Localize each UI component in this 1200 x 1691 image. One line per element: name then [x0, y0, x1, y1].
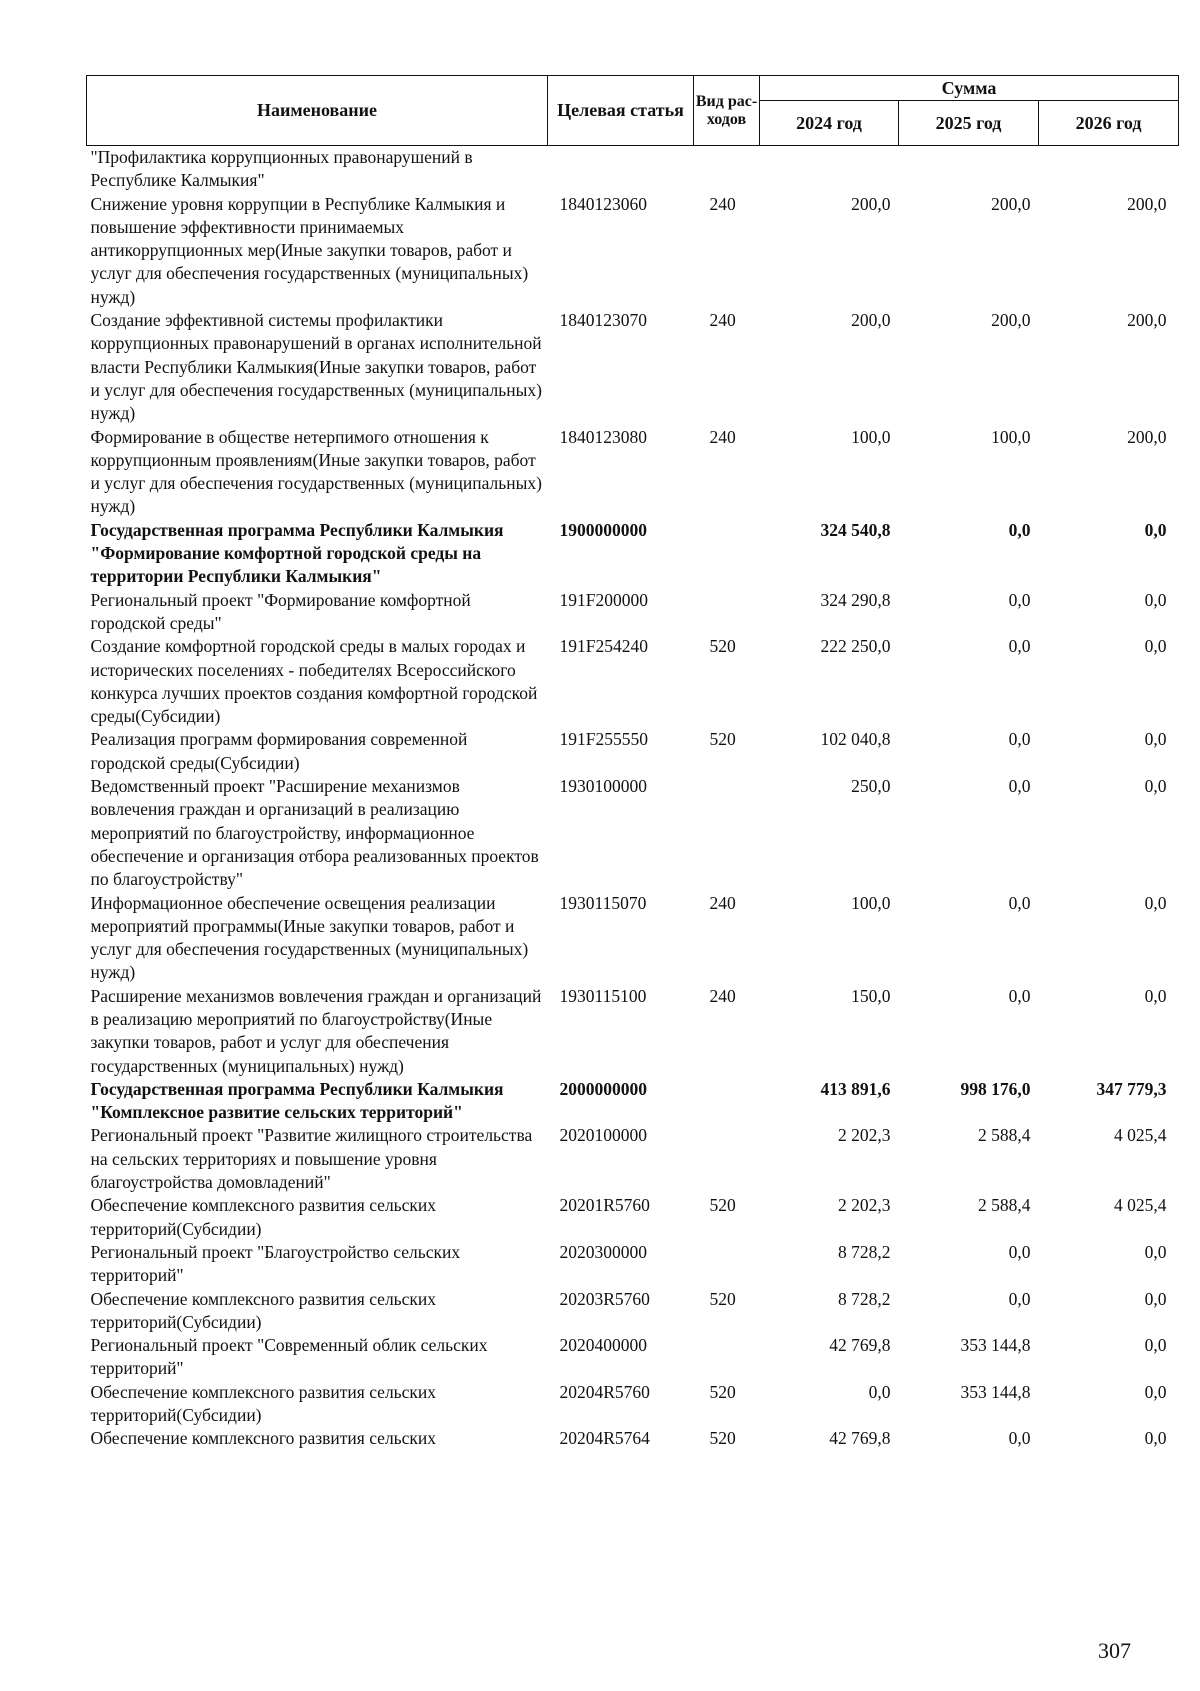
row-name: Региональный проект "Развитие жилищного строительства на сельских территориях и повышение уровня благоустройства домовладений"	[90, 1125, 533, 1193]
row-amount-2025: 2 588,4	[978, 1195, 1031, 1216]
row-target-code: 191F255550	[559, 729, 648, 750]
row-amount-2026: 0,0	[1144, 1381, 1167, 1402]
row-amount-2026	[1039, 146, 1179, 193]
row-expense-kind	[694, 146, 760, 193]
table-row	[87, 1078, 1179, 1125]
row-target-code: 191F200000	[559, 589, 648, 610]
row-name: Региональный проект "Формирование комфортной городской среды"	[90, 589, 471, 633]
row-amount-2024: 222 250,0	[820, 636, 891, 657]
row-expense-kind	[694, 519, 760, 589]
row-name: Расширение механизмов вовлечения граждан и организаций в реализацию мероприятий по благоустройству(Иные закупки товаров, работ и услуг для обеспечения государственных (муниципальных) нужд)	[90, 985, 542, 1076]
row-amount-2026: 0,0	[1144, 776, 1167, 797]
row-expense-kind	[694, 1124, 760, 1194]
row-amount-2026: 4 025,4	[1114, 1125, 1167, 1146]
table-row	[87, 1288, 1179, 1335]
row-name: "Профилактика коррупционных правонарушений в Республике Калмыкия"	[90, 147, 473, 191]
table-row	[87, 635, 1179, 728]
row-amount-2025: 0,0	[1008, 892, 1031, 913]
table-row	[87, 589, 1179, 636]
budget-table-page	[86, 75, 1178, 1451]
table-body	[87, 146, 1179, 1451]
row-amount-2024: 2 202,3	[838, 1125, 891, 1146]
row-amount-2024: 0,0	[868, 1381, 891, 1402]
row-amount-2026: 0,0	[1144, 589, 1167, 610]
row-target-code: 20204R5760	[559, 1381, 650, 1402]
table-row	[87, 146, 1179, 193]
table-row	[87, 1194, 1179, 1241]
row-amount-2026: 4 025,4	[1114, 1195, 1167, 1216]
row-name: Ведомственный проект "Расширение механизмов вовлечения граждан и организаций в реализацию мероприятий по благоустройству, информационное обеспечение и организация отбора реализованных проектов по благоустройству"	[90, 776, 539, 890]
row-amount-2026: 0,0	[1144, 1288, 1167, 1309]
column-header-sum: Сумма	[760, 76, 1179, 101]
row-amount-2026: 0,0	[1144, 892, 1167, 913]
row-amount-2025: 200,0	[991, 310, 1031, 331]
row-amount-2024: 150,0	[851, 985, 891, 1006]
row-amount-2025: 0,0	[1008, 589, 1031, 610]
row-amount-2024: 8 728,2	[838, 1241, 891, 1262]
row-name: Обеспечение комплексного развития сельских	[90, 1428, 437, 1449]
row-amount-2026: 0,0	[1144, 1335, 1167, 1356]
row-amount-2025: 998 176,0	[960, 1078, 1031, 1099]
row-amount-2024: 8 728,2	[838, 1288, 891, 1309]
row-expense-kind: 520	[709, 1381, 736, 1402]
row-expense-kind: 520	[709, 636, 736, 657]
row-amount-2026: 0,0	[1144, 729, 1167, 750]
row-amount-2025: 0,0	[1008, 985, 1031, 1006]
row-amount-2026: 0,0	[1144, 1241, 1167, 1262]
row-target-code: 1840123070	[559, 310, 647, 331]
row-target-code	[548, 146, 694, 193]
table-row	[87, 193, 1179, 309]
row-amount-2025: 0,0	[1008, 636, 1031, 657]
row-name: Информационное обеспечение освещения реализации мероприятий программы(Иные закупки товаров, работ и услуг для обеспечения государственных (муниципальных) нужд)	[90, 892, 529, 983]
table-row	[87, 775, 1179, 891]
table-row	[87, 519, 1179, 589]
row-target-code: 20201R5760	[559, 1195, 650, 1216]
row-amount-2024: 200,0	[851, 310, 891, 331]
row-amount-2025: 0,0	[1008, 519, 1031, 540]
table-row	[87, 426, 1179, 519]
row-amount-2025: 0,0	[1008, 1288, 1031, 1309]
row-name: Государственная программа Республики Калмыкия "Формирование комфортной городской среды на территории Республики Калмыкия"	[90, 519, 504, 587]
row-amount-2024	[760, 146, 899, 193]
row-expense-kind: 240	[709, 310, 736, 331]
row-amount-2024: 413 891,6	[820, 1078, 891, 1099]
row-expense-kind: 520	[709, 1288, 736, 1309]
row-expense-kind: 520	[709, 1195, 736, 1216]
row-amount-2025: 353 144,8	[960, 1335, 1031, 1356]
row-amount-2025: 2 588,4	[978, 1125, 1031, 1146]
row-amount-2026: 0,0	[1144, 1428, 1167, 1449]
row-amount-2026: 347 779,3	[1096, 1078, 1167, 1099]
row-name: Региональный проект "Благоустройство сельских территорий"	[90, 1241, 461, 1286]
row-amount-2024: 200,0	[851, 193, 891, 214]
row-target-code: 1930100000	[559, 776, 647, 797]
row-amount-2025: 0,0	[1008, 776, 1031, 797]
row-name: Государственная программа Республики Калмыкия "Комплексное развитие сельских территорий"	[90, 1078, 504, 1123]
row-amount-2024: 100,0	[851, 426, 891, 447]
row-target-code: 20203R5760	[559, 1288, 650, 1309]
row-target-code: 2000000000	[559, 1078, 647, 1099]
row-expense-kind: 240	[709, 193, 736, 214]
row-name: Обеспечение комплексного развития сельских территорий(Субсидии)	[90, 1195, 437, 1239]
row-amount-2025: 353 144,8	[960, 1381, 1031, 1402]
row-target-code: 1930115100	[559, 985, 647, 1006]
row-name: Формирование в обществе нетерпимого отношения к коррупционным проявлениям(Иные закупки товаров, работ и услуг для обеспечения государственных (муниципальных) нужд)	[90, 426, 542, 517]
row-amount-2024: 42 769,8	[829, 1428, 891, 1449]
row-expense-kind	[694, 1334, 760, 1381]
table-row	[87, 309, 1179, 425]
budget-table	[86, 75, 1179, 1451]
table-header	[87, 76, 1179, 146]
row-expense-kind: 520	[709, 1428, 736, 1449]
row-name: Обеспечение комплексного развития сельских территорий(Субсидии)	[90, 1288, 437, 1332]
column-header-year-2025: 2025 год	[899, 101, 1039, 146]
row-expense-kind	[694, 775, 760, 891]
row-amount-2025	[899, 146, 1039, 193]
row-target-code: 2020100000	[559, 1125, 647, 1146]
row-amount-2025: 0,0	[1008, 1241, 1031, 1262]
table-row	[87, 1334, 1179, 1381]
table-row	[87, 728, 1179, 775]
row-name: Создание комфортной городской среды в малых городах и исторических поселениях - победителях Всероссийского конкурса лучших проектов создания комфортной городской среды(Субсидии)	[90, 636, 538, 727]
row-expense-kind: 520	[709, 729, 736, 750]
row-expense-kind: 240	[709, 892, 736, 913]
column-header-year-2026: 2026 год	[1039, 101, 1179, 146]
table-row	[87, 1427, 1179, 1450]
row-target-code: 1840123080	[559, 426, 647, 447]
column-header-year-2024: 2024 год	[760, 101, 899, 146]
row-target-code: 1900000000	[559, 519, 647, 540]
row-name: Реализация программ формирования современной городской среды(Субсидии)	[90, 729, 468, 773]
row-target-code: 2020400000	[559, 1335, 647, 1356]
row-amount-2026: 0,0	[1144, 636, 1167, 657]
row-amount-2026: 0,0	[1144, 985, 1167, 1006]
row-amount-2026: 200,0	[1127, 426, 1167, 447]
row-amount-2026: 200,0	[1127, 193, 1167, 214]
row-amount-2026: 200,0	[1127, 310, 1167, 331]
row-amount-2025: 0,0	[1008, 729, 1031, 750]
row-amount-2024: 324 540,8	[820, 519, 891, 540]
column-header-name: Наименование	[87, 76, 548, 146]
row-target-code: 20204R5764	[559, 1428, 650, 1449]
table-row	[87, 892, 1179, 985]
row-amount-2025: 100,0	[991, 426, 1031, 447]
table-row	[87, 1381, 1179, 1428]
table-row	[87, 1124, 1179, 1194]
row-target-code: 1930115070	[559, 892, 647, 913]
row-expense-kind: 240	[709, 426, 736, 447]
row-expense-kind: 240	[709, 985, 736, 1006]
column-header-code: Целевая статья	[548, 76, 694, 146]
row-amount-2026: 0,0	[1144, 519, 1167, 540]
row-amount-2024: 324 290,8	[820, 589, 891, 610]
row-expense-kind	[694, 1078, 760, 1125]
row-name: Региональный проект "Современный облик сельских территорий"	[90, 1335, 488, 1379]
row-target-code: 1840123060	[559, 193, 647, 214]
row-target-code: 191F254240	[559, 636, 648, 657]
row-amount-2024: 2 202,3	[838, 1195, 891, 1216]
row-amount-2024: 250,0	[851, 776, 891, 797]
table-row	[87, 985, 1179, 1078]
column-header-kind: Вид рас-ходов	[694, 76, 760, 146]
row-name: Снижение уровня коррупции в Республике Калмыкия и повышение эффективности принимаемых антикоррупционных мер(Иные закупки товаров, работ и услуг для обеспечения государственных (муниципальных) нужд)	[90, 193, 529, 307]
row-name: Обеспечение комплексного развития сельских территорий(Субсидии)	[90, 1381, 437, 1426]
row-expense-kind	[694, 1241, 760, 1288]
row-name: Создание эффективной системы профилактики коррупционных правонарушений в органах исполнительной власти Республики Калмыкия(Иные закупки товаров, работ и услуг для обеспечения государственных (муниципальных) нужд)	[90, 310, 542, 424]
page-number: 307	[1098, 1638, 1131, 1663]
row-amount-2024: 102 040,8	[820, 729, 891, 750]
row-expense-kind	[694, 589, 760, 636]
row-amount-2024: 42 769,8	[829, 1335, 891, 1356]
row-target-code: 2020300000	[559, 1241, 647, 1262]
table-row	[87, 1241, 1179, 1288]
row-amount-2025: 0,0	[1008, 1428, 1031, 1449]
row-amount-2025: 200,0	[991, 193, 1031, 214]
row-amount-2024: 100,0	[851, 892, 891, 913]
